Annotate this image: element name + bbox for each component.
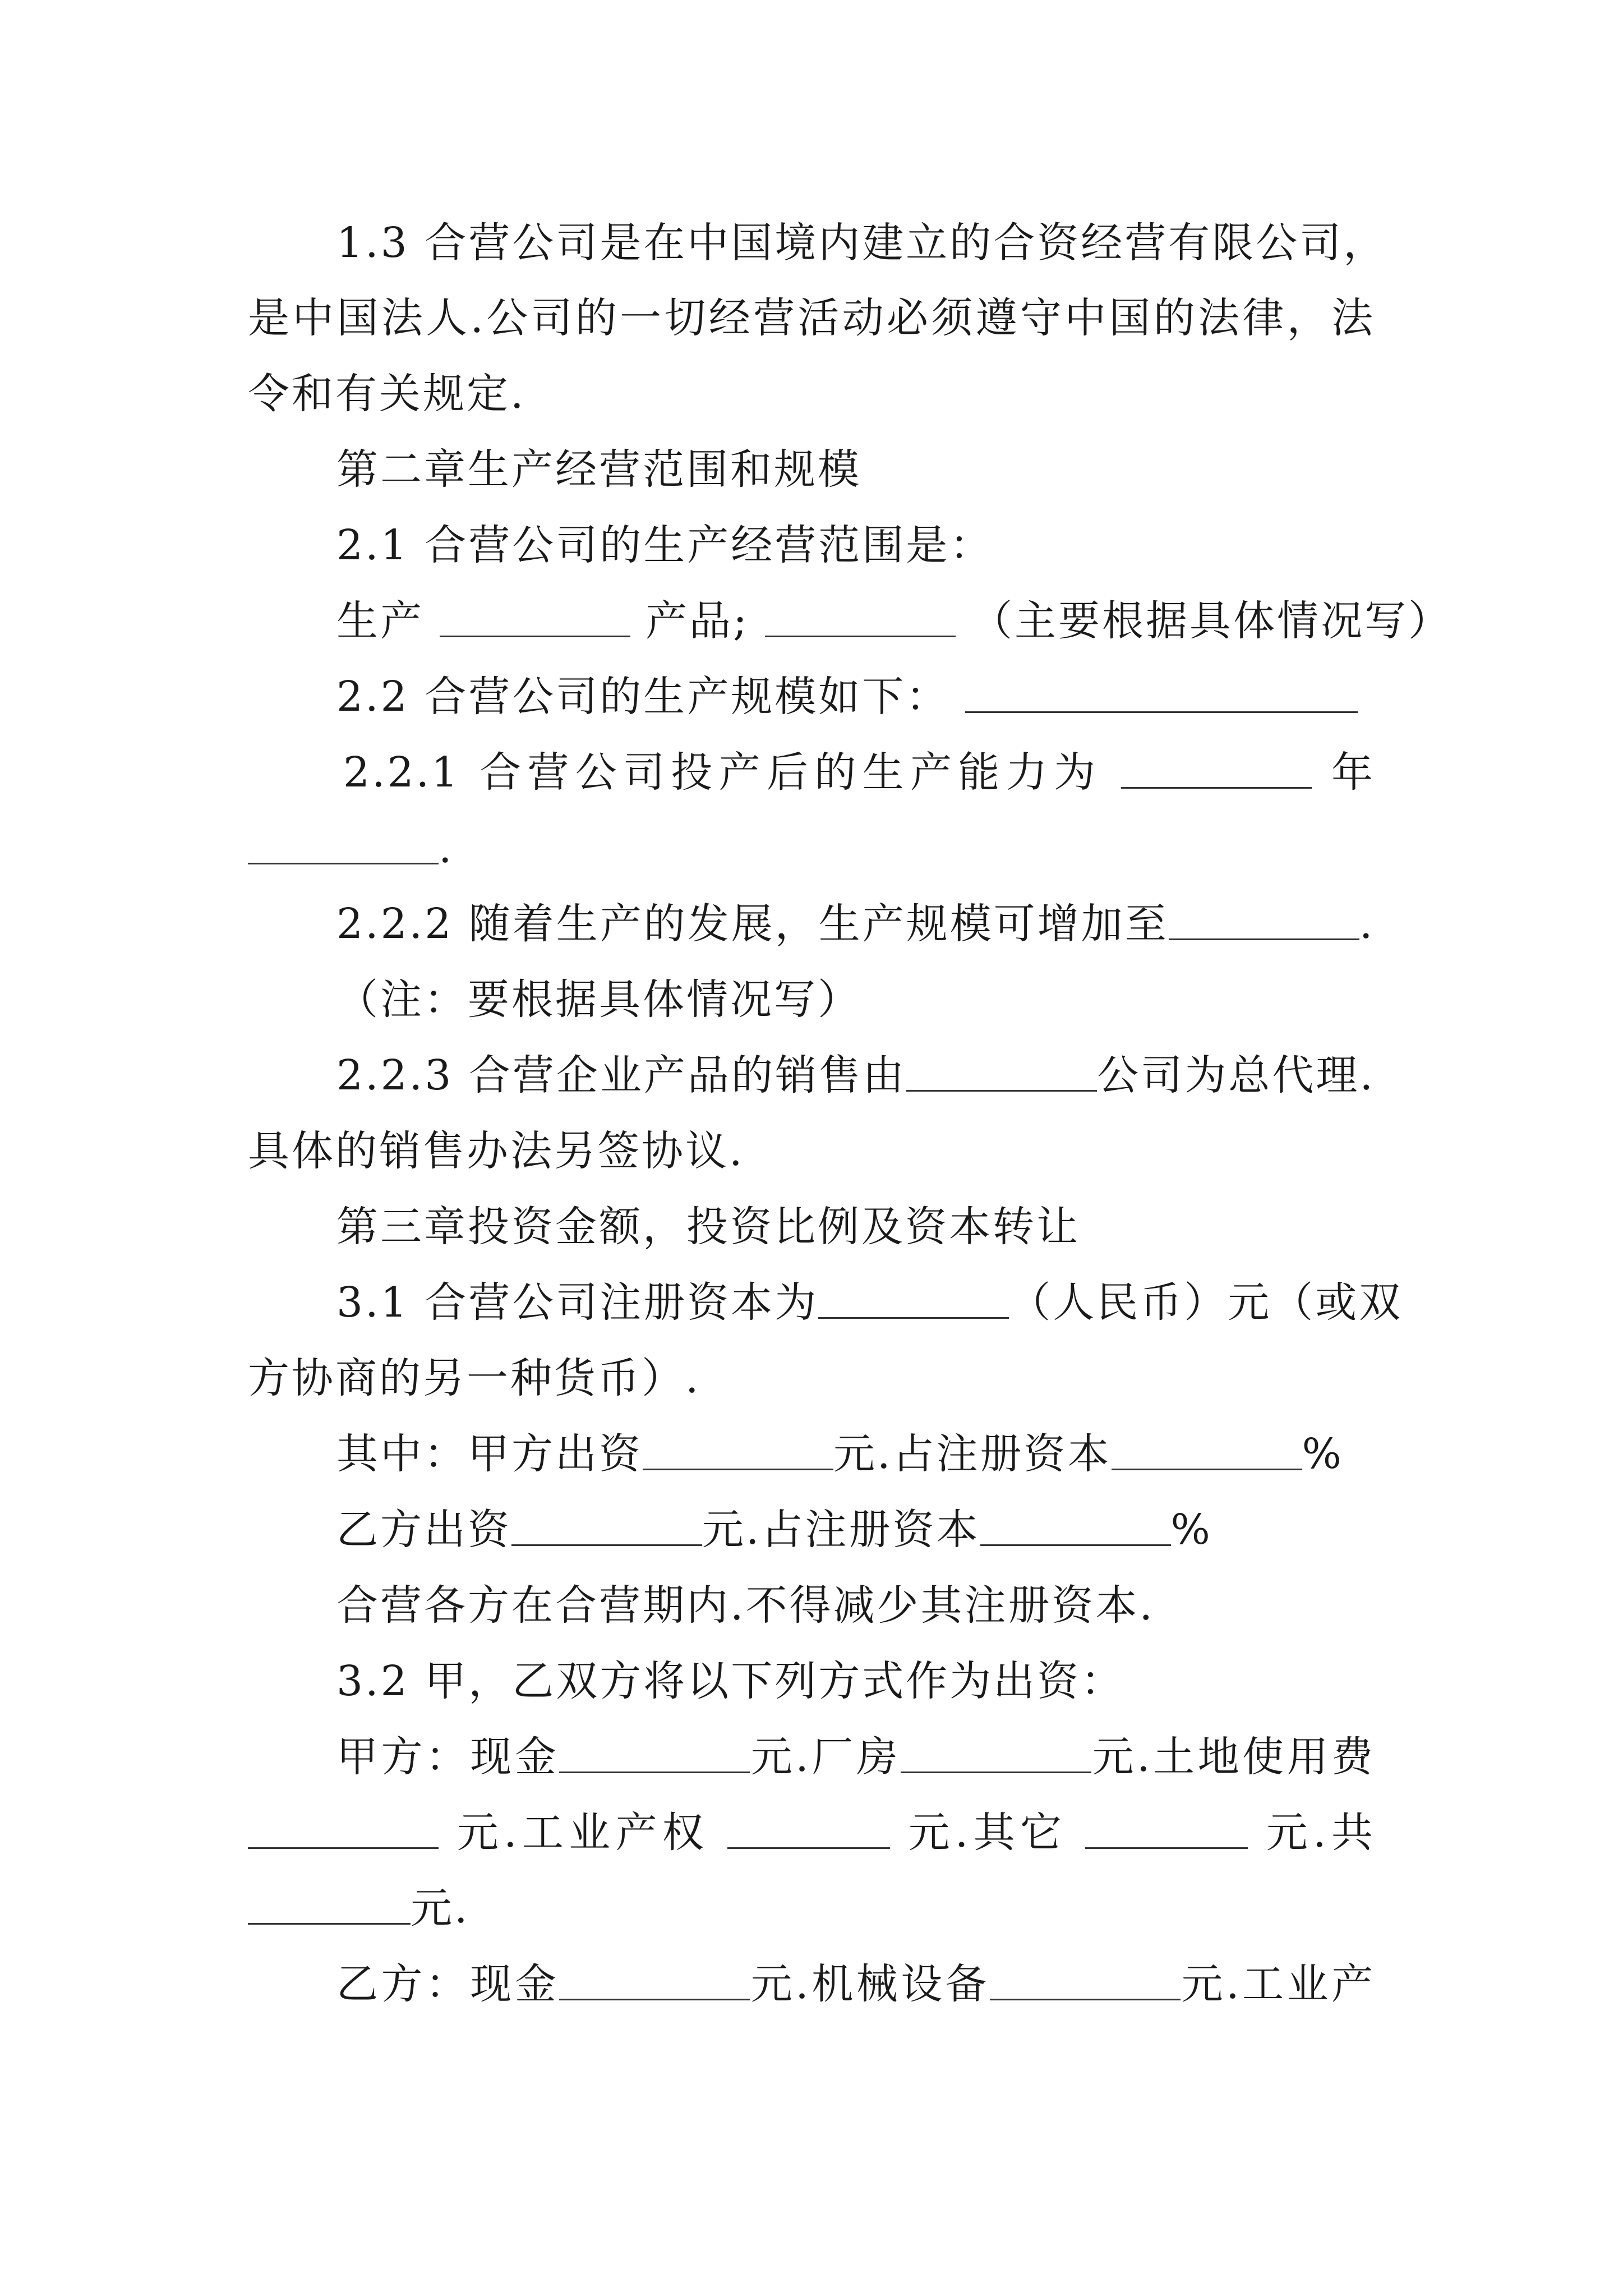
blank-scope[interactable] [765,594,956,637]
clause-3-2: 3.2 甲，乙双方将以下列方式作为出资： [336,1657,1125,1705]
party-a-contribution-line-3: 元. [248,1878,1375,1939]
blank-party-b-amount[interactable] [511,1503,702,1546]
clause-2-1: 2.1 合营公司的生产经营范围是： [336,521,994,569]
clause-2-2-2: 2.2.2 随着生产的发展，生产规模可增加至 . [336,893,1375,955]
blank-party-a-percent[interactable] [1112,1427,1302,1470]
blank-capacity-unit[interactable] [248,821,439,864]
blank-registered-capital[interactable] [818,1276,1009,1319]
clause-2-2: 2.2 合营公司的生产规模如下： [336,666,1375,728]
clause-2-2-1-line-1: 2.2.1 合营公司投产后的生产能力为 年 [343,742,1375,803]
clause-1-3-line-1: 1.3 合营公司是在中国境内建立的合资经营有限公司， [336,219,1387,267]
blank-scale[interactable] [965,670,1358,713]
blank-party-b-percent[interactable] [980,1503,1171,1546]
share-party-b: 乙方出资 元.占注册资本 % [336,1499,1375,1561]
party-b-contribution-line-1: 乙方：现金 元.机械设备 元.工业产 [336,1953,1375,2015]
blank-a-other[interactable] [1085,1806,1248,1849]
blank-capacity[interactable] [1121,746,1312,789]
clause-3-1-line-2: 方协商的另一种货币）. [248,1354,701,1402]
clause-1-3-line-2: 是中国法人.公司的一切经营活动必须遵守中国的法律，法 [248,294,1375,342]
blank-a-plant[interactable] [901,1730,1091,1773]
blank-a-ip[interactable] [727,1806,890,1849]
no-reduce-capital: 合营各方在合营期内.不得减少其注册资本. [336,1581,1155,1630]
clause-1-3-line-3: 令和有关规定. [248,370,526,418]
party-a-contribution-line-2: 元.工业产权 元.其它 元.共 [248,1802,1375,1864]
chapter-3-title: 第三章投资金额，投资比例及资本转让 [336,1203,1080,1251]
blank-product[interactable] [440,594,630,637]
blank-a-cash[interactable] [559,1730,750,1773]
share-party-a: 其中：甲方出资 元.占注册资本 % [336,1423,1375,1485]
clause-2-2-1-line-2: . [248,817,1375,879]
party-a-contribution-line-1: 甲方：现金 元.厂房 元.土地使用费 [336,1726,1375,1788]
clause-2-2-3-line-1: 2.2.3 合营企业产品的销售由 公司为总代理. [336,1045,1375,1106]
clause-2-2-3-line-2: 具体的销售办法另签协议. [248,1127,745,1175]
blank-b-cash[interactable] [559,1957,750,2000]
blank-scale-increase[interactable] [1169,897,1359,940]
note: （注：要根据具体情况写） [336,976,861,1024]
blank-sales-agent[interactable] [906,1048,1097,1092]
blank-a-total[interactable] [248,1881,411,1925]
clause-3-1-line-1: 3.1 合营公司注册资本为 （人民币）元（或双 [336,1272,1375,1333]
blank-party-a-amount[interactable] [643,1427,833,1470]
blank-a-land-fee[interactable] [248,1806,439,1849]
chapter-2-title: 第二章生产经营范围和规模 [336,445,861,494]
blank-b-equipment[interactable] [990,1957,1181,2000]
clause-2-1-scope-line: 生产 产品; （主要根据具体情况写） [336,590,1375,652]
